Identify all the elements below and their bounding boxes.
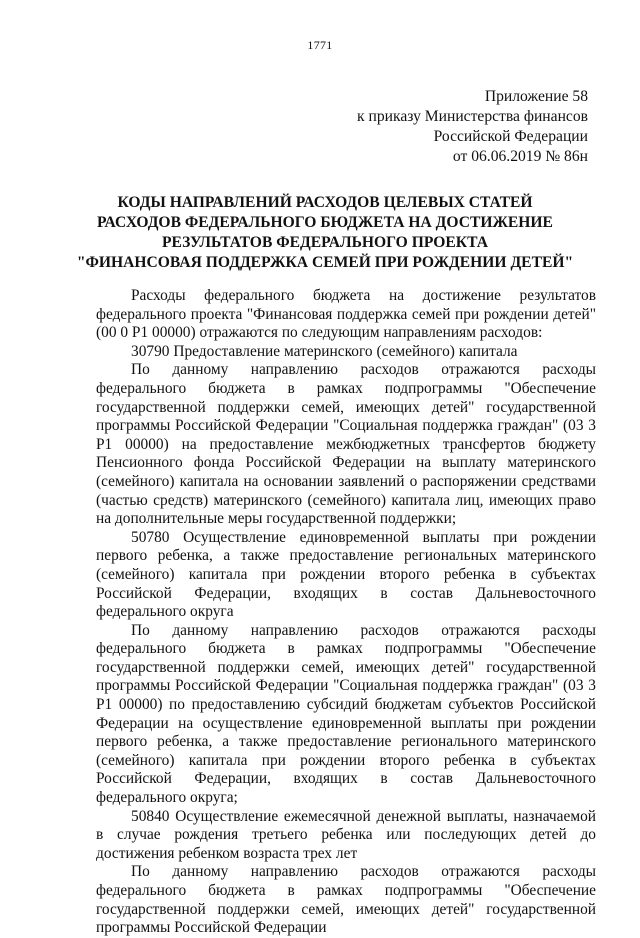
title-line: РЕЗУЛЬТАТОВ ФЕДЕРАЛЬНОГО ПРОЕКТА xyxy=(162,234,488,251)
appendix-line: Приложение 58 xyxy=(484,88,588,105)
title-line: "ФИНАНСОВАЯ ПОДДЕРЖКА СЕМЕЙ ПРИ РОЖДЕНИИ ДЕТЕЙ" xyxy=(76,254,574,271)
appendix-line: от 06.06.2019 № 86н xyxy=(452,148,588,165)
appendix-line: Российской Федерации xyxy=(433,128,588,145)
code-heading-50840: 50840 Осуществление ежемесячной денежной выплаты, назначаемой в случае рождения третьего ребенка или последующих детей до достижения ребенком возраста трех лет xyxy=(96,807,596,862)
document-title xyxy=(60,193,590,273)
document-body xyxy=(96,287,596,938)
title-line: РАСХОДОВ ФЕДЕРАЛЬНОГО БЮДЖЕТА НА ДОСТИЖЕНИЕ xyxy=(97,214,553,231)
intro-paragraph: Расходы федерального бюджета на достижение результатов федерального проекта "Финансовая поддержка семей при рождении детей" (00 0 Р1 00000) отражаются по следующим направлениям расходов: xyxy=(96,287,596,342)
appendix-header xyxy=(357,87,588,167)
title-line: КОДЫ НАПРАВЛЕНИЙ РАСХОДОВ ЦЕЛЕВЫХ СТАТЕЙ xyxy=(117,194,533,211)
appendix-line: к приказу Министерства финансов xyxy=(357,108,588,125)
code-description-30790: По данному направлению расходов отражаются расходы федерального бюджета в рамках подпрограммы "Обеспечение государственной поддержки семей, имеющих детей" государственной программы Российской Федерации "Социальная поддержка граждан" (03 3 Р1 00000) на предоставление межбюджетных трансфертов бюджету Пенсионного фонда Российской Федерации на выплату материнского (семейного) капитала на основании заявлений о распоряжении средствами (частью средств) материнского (семейного) капитала лиц, имеющих право на дополнительные меры государственной поддержки; xyxy=(96,361,596,528)
page-number: 1771 xyxy=(307,38,333,52)
code-description-50840: По данному направлению расходов отражаются расходы федерального бюджета в рамках подпрограммы "Обеспечение государственной поддержки семей, имеющих детей" государственной программы Российской Федерации xyxy=(96,863,596,937)
code-heading-30790: 30790 Предоставление материнского (семейного) капитала xyxy=(131,342,518,360)
code-heading-50780: 50780 Осуществление единовременной выплаты при рождении первого ребенка, а также предоставление региональных материнского (семейного) капитала при рождении второго ребенка в субъектах Российской Федерации, входящих в состав Дальневосточного федерального округа xyxy=(96,528,596,621)
code-description-50780: По данному направлению расходов отражаются расходы федерального бюджета в рамках подпрограммы "Обеспечение государственной поддержки семей, имеющих детей" государственной программы Российской Федерации "Социальная поддержка граждан" (03 3 Р1 00000) по предоставлению субсидий бюджетам субъектов Российской Федерации на осуществление единовременной выплаты при рождении первого ребенка, а также предоставление регионального материнского (семейного) капитала при рождении второго ребенка в субъектах Российской Федерации, входящих в состав Дальневосточного федерального округа; xyxy=(96,621,596,807)
